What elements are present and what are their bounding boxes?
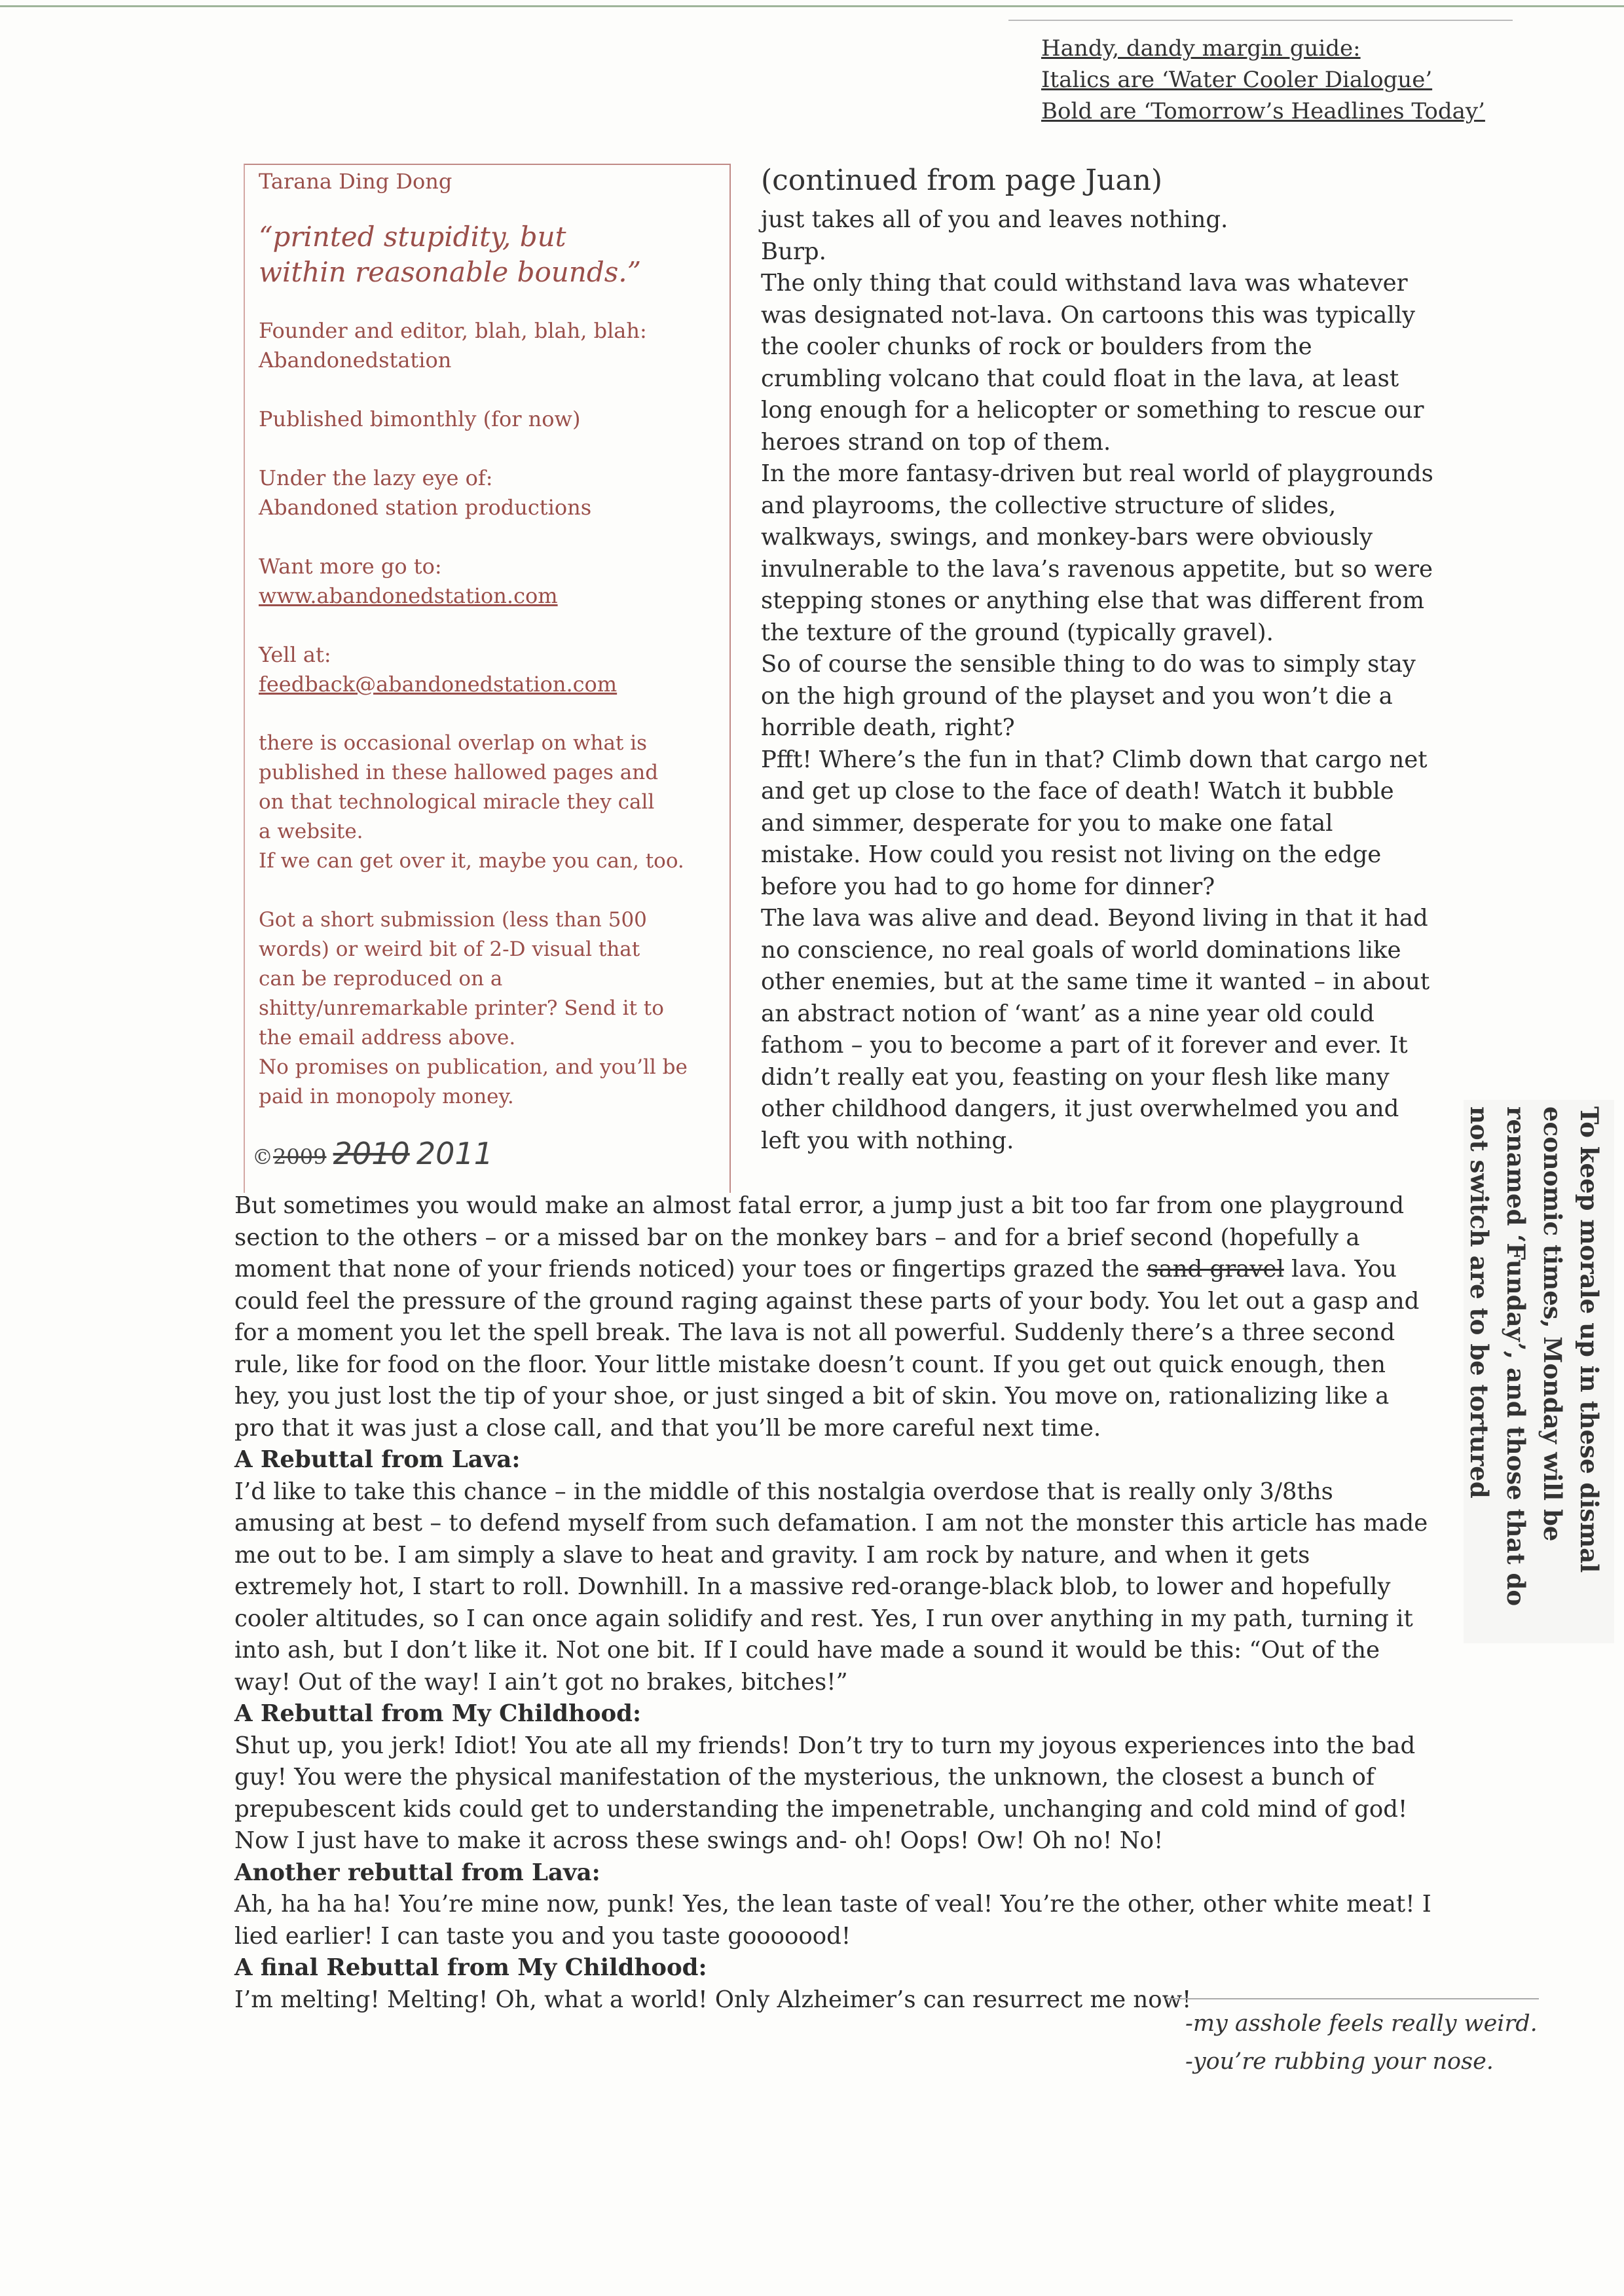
- struck-words: sand gravel: [1147, 1256, 1284, 1283]
- margin-guide: [1041, 33, 1513, 127]
- overlap-note: there is occasional overlap on what is published in these hallowed pages and on that technological miracle they call a website. If we can get over it, maybe you can, too.: [259, 731, 684, 873]
- published-line: Published bimonthly (for now): [259, 407, 581, 431]
- masthead: [259, 167, 717, 1141]
- guide-rule: [1008, 20, 1513, 21]
- text-run: But sometimes you would make an almost fatal error, a jump just a bit too far from one playground section to the others – or a missed bar on the monkey bars – and for a brief second (hopefully a moment that none of your friends noticed) your toes or fingertips grazed the: [234, 1192, 1405, 1283]
- copyright: [252, 1136, 493, 1171]
- rebuttal-text: I’m melting! Melting! Oh, what a world! Only Alzheimer’s can resurrect me now!: [234, 1986, 1192, 2013]
- rebuttal-heading: A Rebuttal from Lava:: [234, 1446, 521, 1473]
- text-run: lava. You could feel the pressure of the ground raging against these parts of your body. You let out a gasp and for a moment you let the spell break. The lava is not all powerful. Suddenly there’s a three second rule, like for food on the floor. Your little mistake doesn’t count. If you get out quick enough, then hey, you just lost the tip of your shoe, or just singed a bit of skin. You move on, rationalizing like a pro that it was just a close call, and that you’ll be more careful next time.: [234, 1256, 1420, 1442]
- paragraph: The lava was alive and dead. Beyond living in that it had no conscience, no real goals of world dominations like other enemies, but at the same time it wanted – in about an abstract notion of ‘want’ as a nine year old could fathom – you to become a part of it forever and ever. It didn’t really eat you, feasting on your flesh like many other childhood dangers, it just overwhelmed you and left you with nothing.: [761, 905, 1430, 1154]
- continued-heading: (continued from page Juan): [761, 164, 1163, 197]
- quip-rule: [1166, 1998, 1539, 1999]
- paragraph: Burp.: [761, 238, 826, 265]
- rebuttal-heading: A Rebuttal from My Childhood:: [234, 1700, 642, 1727]
- tagline: “printed stupidity, but within reasonable bounds.”: [259, 221, 642, 288]
- copyright-symbol: ©: [252, 1144, 273, 1169]
- article-column: [761, 204, 1435, 1157]
- side-headline: To keep morale up in these dismal economic times, Monday will be renamed ‘Funday’, and those that do not switch are to be tortured: [1465, 1106, 1604, 1607]
- margin-guide-title: Handy, dandy margin guide:: [1041, 35, 1361, 62]
- lazy-eye-block: [259, 464, 717, 522]
- year-2009: 2009: [273, 1144, 327, 1169]
- rebuttal-text: Ah, ha ha ha! You’re mine now, punk! Yes, the lean taste of veal! You’re the other, other white meat! I lied earlier! I can taste you and you taste gooooood!: [234, 1891, 1431, 1950]
- paragraph: Pfft! Where’s the fun in that? Climb down that cargo net and get up close to the face of death! Watch it bubble and simmer, desperate for you to make one fatal mistake. How could you resist not living on the edge before you had to go home for dinner?: [761, 746, 1428, 900]
- email-link[interactable]: feedback@abandonedstation.com: [259, 672, 618, 697]
- rebuttal-text: Shut up, you jerk! Idiot! You ate all my friends! Don’t try to turn my joyous experiences into the bad guy! You were the physical manifestation of the mysterious, the unknown, the closest a bunch of prepubescent kids could get to understanding the impenetrable, unchanging and cold mind of god! Now I just have to make it across these swings and- oh! Oops! Ow! Oh no! No!: [234, 1732, 1416, 1854]
- email-block: [259, 640, 717, 699]
- more-label: Want more go to:: [259, 554, 442, 579]
- paragraph: The only thing that could withstand lava was whatever was designated not-lava. On cartoons this was typically the cooler chunks of rock or boulders from the crumbling volcano that could float in the lava, at least long enough for a helicopter or something to rescue our heroes strand on top of them.: [761, 270, 1424, 456]
- lazy-eye-label: Under the lazy eye of:: [259, 465, 493, 490]
- lazy-eye-value: Abandoned station productions: [259, 495, 592, 520]
- rebuttal-text: I’d like to take this chance – in the middle of this nostalgia overdose that is really only 3/8ths amusing at best – to defend myself from such defamation. I am not the monster this article has made me out to be. I am simply a slave to heat and gravity. I am rock by nature, and when it gets extremely hot, I start to roll. Downhill. In a massive red-orange-black blob, to lower and hopefully cooler altitudes, so I can once again solidify and rest. Yes, I run over anything in my path, turning it into ash, but I don’t like it. Not one bit. If I could have made a sound it would be this: “Out of the way! Out of the way! I ain’t got no brakes, bitches!”: [234, 1478, 1428, 1696]
- margin-guide-bold: Bold are ‘Tomorrow’s Headlines Today’: [1041, 98, 1485, 124]
- rebuttal-heading: Another rebuttal from Lava:: [234, 1859, 600, 1886]
- quip-line: -you’re rubbing your nose.: [1185, 2049, 1494, 2075]
- paragraph: just takes all of you and leaves nothing.: [761, 206, 1228, 233]
- year-2011: 2011: [416, 1136, 493, 1171]
- rebuttal-heading: A final Rebuttal from My Childhood:: [234, 1954, 707, 1981]
- publication-name: Tarana Ding Dong: [259, 169, 452, 194]
- margin-guide-italics: Italics are ‘Water Cooler Dialogue’: [1041, 67, 1433, 93]
- quip-line: -my asshole feels really weird.: [1185, 2011, 1538, 2037]
- article-full-width: [234, 1190, 1433, 2016]
- year-2010: 2010: [333, 1136, 410, 1171]
- water-cooler-dialogue: [1185, 2005, 1538, 2081]
- submission-note: Got a short submission (less than 500 words) or weird bit of 2-D visual that can be reproduced on a shitty/unremarkable printer? Send it to the email address above. No promises on publication, and you’ll be paid in monopoly money.: [259, 908, 688, 1108]
- paragraph: [234, 1190, 1433, 1444]
- yell-label: Yell at:: [259, 642, 331, 667]
- website-link[interactable]: www.abandonedstation.com: [259, 583, 558, 608]
- paragraph: So of course the sensible thing to do was to simply stay on the high ground of the playset and you won’t die a horrible death, right?: [761, 651, 1416, 741]
- website-block: [259, 552, 717, 611]
- paragraph: In the more fantasy-driven but real world of playgrounds and playrooms, the collective structure of slides, walkways, swings, and monkey-bars were obviously invulnerable to the lava’s ravenous appetite, but so were stepping stones or anything else that was different from the texture of the ground (typically gravel).: [761, 460, 1433, 646]
- founder-line: Founder and editor, blah, blah, blah: Abandonedstation: [259, 318, 647, 373]
- top-border-line: [0, 5, 1624, 7]
